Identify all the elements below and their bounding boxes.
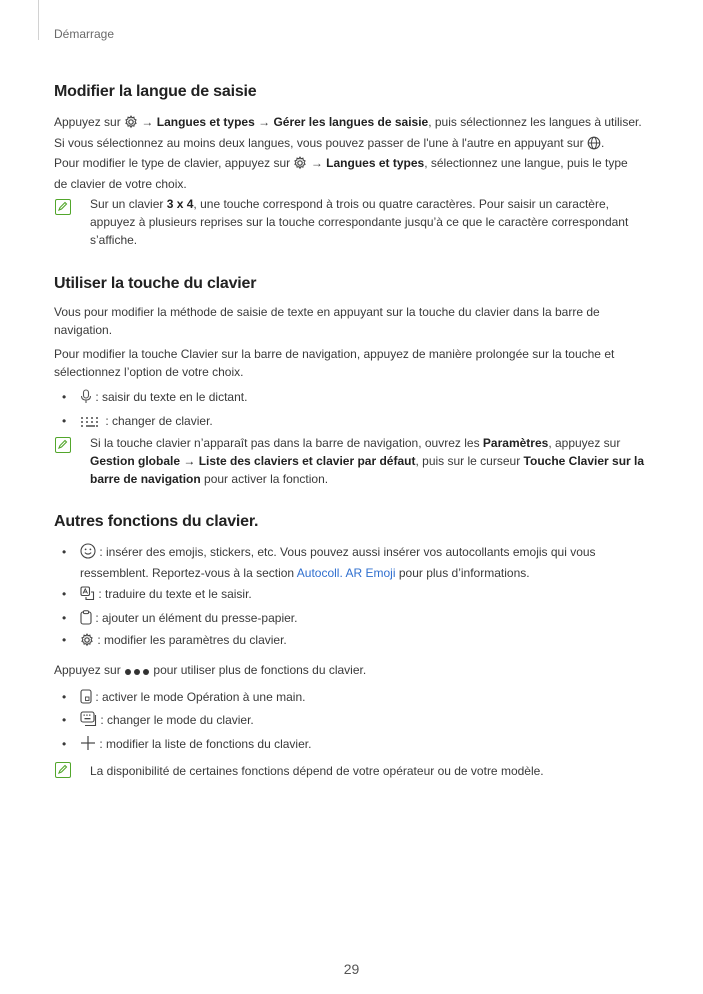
paragraph-input-language-1: Appuyez sur → Langues et types → Gérer les langues de saisie, puis sélectionnez les langues à utiliser. Si vous sélectionnez au moins deux langues, vous pouvez passer de l'une à l'autre en appuyant sur . [54, 113, 649, 155]
paragraph-keyboard-key-2: Pour modifier la touche Clavier sur la barre de navigation, appuyez de manière prolongée sur la touche et sélectionnez l’option de votre choix. [54, 347, 615, 379]
note-keyboard-3x4: Sur un clavier 3 x 4, une touche correspond à trois ou quatre caractères. Pour saisir un caractère, appuyez à plusieurs reprises sur la touche correspondante jusqu’à ce que le caractère correspondant s’affiche. [90, 197, 629, 247]
plus-icon [80, 735, 96, 756]
note-icon [55, 199, 71, 215]
paragraph-keyboard-key-1: Vous pour modifier la méthode de saisie de texte en appuyant sur la touche du clavier dans la barre de navigation. [54, 305, 600, 337]
note-icon [55, 437, 71, 453]
note-availability: La disponibilité de certaines fonctions dépend de votre opérateur ou de votre modèle. [90, 764, 544, 778]
link-ar-emoji[interactable]: Autocoll. AR Emoji [296, 566, 396, 580]
more-options-icon [124, 664, 150, 682]
heading-keyboard-key: Utiliser la touche du clavier [54, 275, 257, 292]
microphone-icon [80, 389, 92, 409]
note-keyboard-key-settings: Si la touche clavier n’apparaît pas dans la barre de navigation, ouvrez les Paramètres, appuyez sur Gestion globale → Liste des claviers et clavier par défaut, puis sur le curseur Touche Clavier sur la barre de navigation pour activer la fonction. [90, 436, 645, 486]
translate-icon [80, 586, 95, 606]
one-hand-icon [80, 689, 92, 709]
gear-icon [80, 633, 94, 652]
globe-icon [587, 136, 601, 155]
section-header: Démarrage [54, 27, 115, 41]
page-number: 29 [343, 961, 360, 977]
paragraph-more-functions: Appuyez sur pour utiliser plus de fonctions du clavier. [54, 661, 649, 682]
emoji-icon [80, 543, 96, 564]
note-icon [55, 762, 71, 778]
heading-other-functions: Autres fonctions du clavier. [54, 513, 259, 530]
keyboard-mode-icon [80, 711, 97, 732]
gear-icon [124, 115, 138, 134]
clipboard-icon [80, 610, 92, 630]
margin-line [38, 0, 39, 40]
paragraph-input-language-2: Pour modifier le type de clavier, appuyez sur → Langues et types, sélectionnez une langue, puis le type de clavier de votre choix. [54, 156, 628, 191]
gear-icon [293, 156, 307, 175]
keyboard-grid-icon [80, 415, 102, 433]
heading-input-language: Modifier la langue de saisie [54, 83, 257, 100]
